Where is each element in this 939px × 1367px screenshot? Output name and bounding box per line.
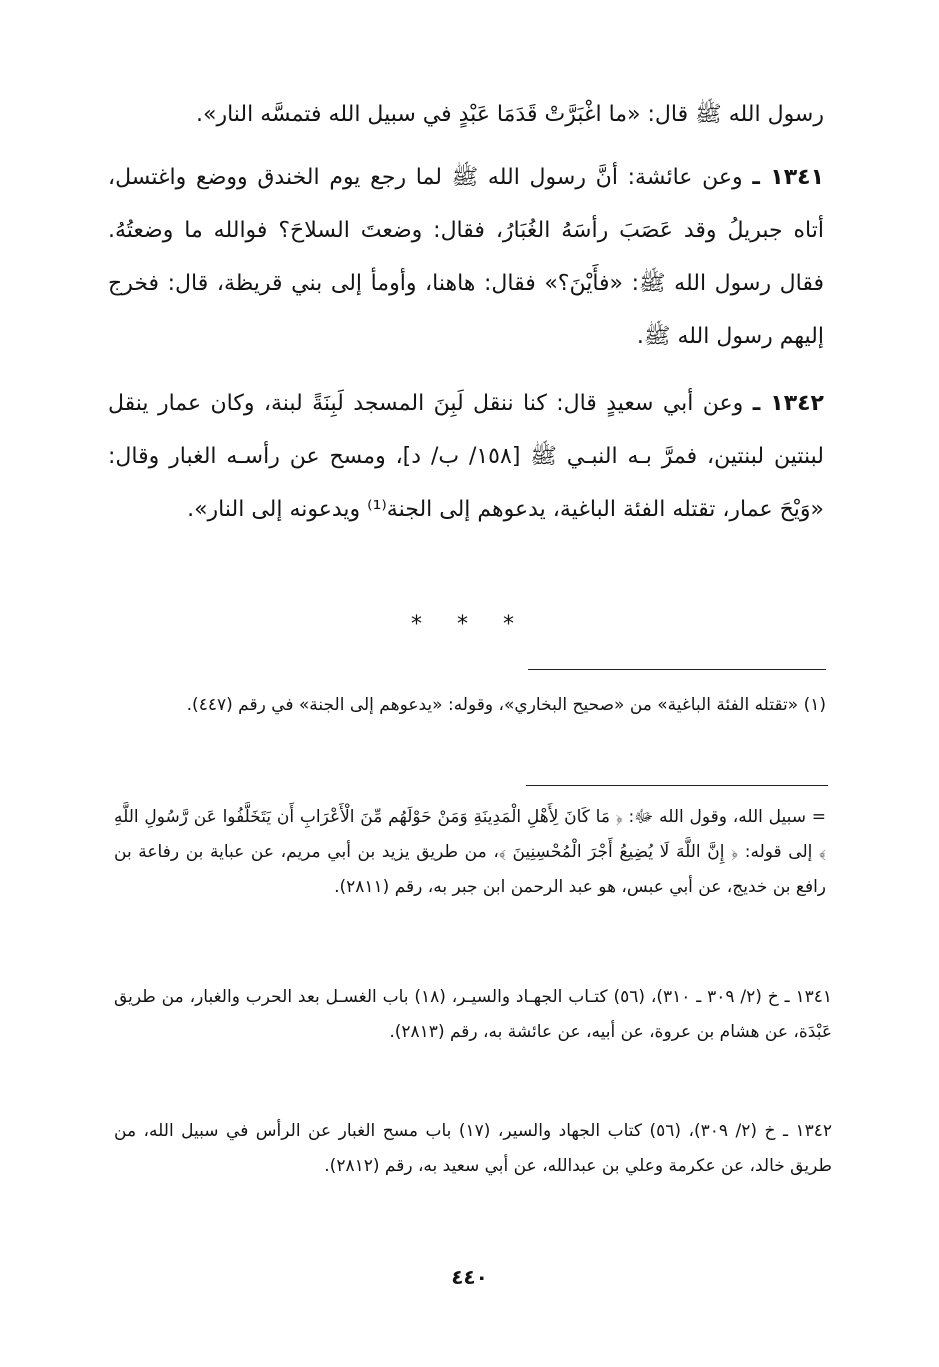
footnote-divider <box>528 669 826 670</box>
footnote-continuation: = سبيل الله، وقول الله ﷻ: ﴿ مَا كَانَ لِأَهْلِ الْمَدِينَةِ وَمَنْ حَوْلَهُم مِّنَ الْأَعْرَابِ أَن يَتَخَلَّفُوا عَن رَّسُولِ اللَّهِ ﴾ إلى قوله: ﴿ إِنَّ اللَّهَ لَا يُضِيعُ أَجْرَ الْمُحْسِنِينَ ﴾، من طريق يزيد بن أبي مريم، عن عباية بن رفاعة بن رافع بن خديج، عن أبي عبس، هو عبد الرحمن ابن جبر به، رقم (٢٨١١). <box>114 807 826 897</box>
hadith-1342-paragraph <box>108 377 824 536</box>
footnote-1342: ١٣٤٢ ـ خ (٢/ ٣٠٩)، (٥٦) كتاب الجهاد والسير، (١٧) باب مسح الغبار عن الرأس في سبيل الله، من طريق خالد، عن عكرمة وعلي بن عبدالله، عن أبي سعيد به، رقم (٢٨١٢). <box>114 1121 832 1176</box>
section-separator: * * * <box>411 612 528 637</box>
footnote-divider <box>526 785 828 786</box>
hadith-number: ١٣٤١ ـ <box>752 165 824 190</box>
hadith-number: ١٣٤٢ ـ <box>752 391 824 416</box>
hadith-text: وعن أبي سعيدٍ قال: كنا ننقل لَبِنَ المسجد لَبِنَةً لبنة، وكان عمار ينقل لبنتين لبنتين، فمرَّ بـه النبـي ﷺ [١٥٨/ ب/ د]، ومسح عن رأسـه الغبار وقال: «وَيْحَ عمار، تقتله الفئة الباغية، يدعوهم إلى الجنة⁽¹⁾ ويدعونه إلى النار». <box>108 391 824 522</box>
footnote-1: (١) «تقتله الفئة الباغية» من «صحيح البخاري»، وقوله: «يدعوهم إلى الجنة» في رقم (٤٤٧). <box>186 695 826 715</box>
page-number: ٤٤٠ <box>451 1265 488 1289</box>
hadith-continuation-paragraph: رسول الله ﷺ قال: «ما اغْبَرَّتْ قَدَمَا عَبْدٍ في سبيل الله فتمسَّه النار». <box>196 102 824 127</box>
hadith-text: وعن عائشة: أنَّ رسول الله ﷺ لما رجع يوم الخندق ووضع واغتسل، أتاه جبريلُ وقد عَصَبَ رأسَهُ الغُبَارُ، فقال: وضعتَ السلاحَ؟ فوالله ما وضعتُهُ. فقال رسول الله ﷺ: «فأَيْنَ؟» فقال: هاهنا، وأومأ إلى بني قريظة، قال: فخرج إليهم رسول الله ﷺ. <box>108 165 824 349</box>
hadith-1341-paragraph <box>108 151 824 363</box>
footnote-1341: ١٣٤١ ـ خ (٢/ ٣٠٩ ـ ٣١٠)، (٥٦) كتـاب الجهـاد والسيـر، (١٨) باب الغسـل بعد الحرب والغبار، من طريق عَبْدَة، عن هشام بن عروة، عن أبيه، عن عائشة به، رقم (٢٨١٣). <box>114 987 832 1042</box>
